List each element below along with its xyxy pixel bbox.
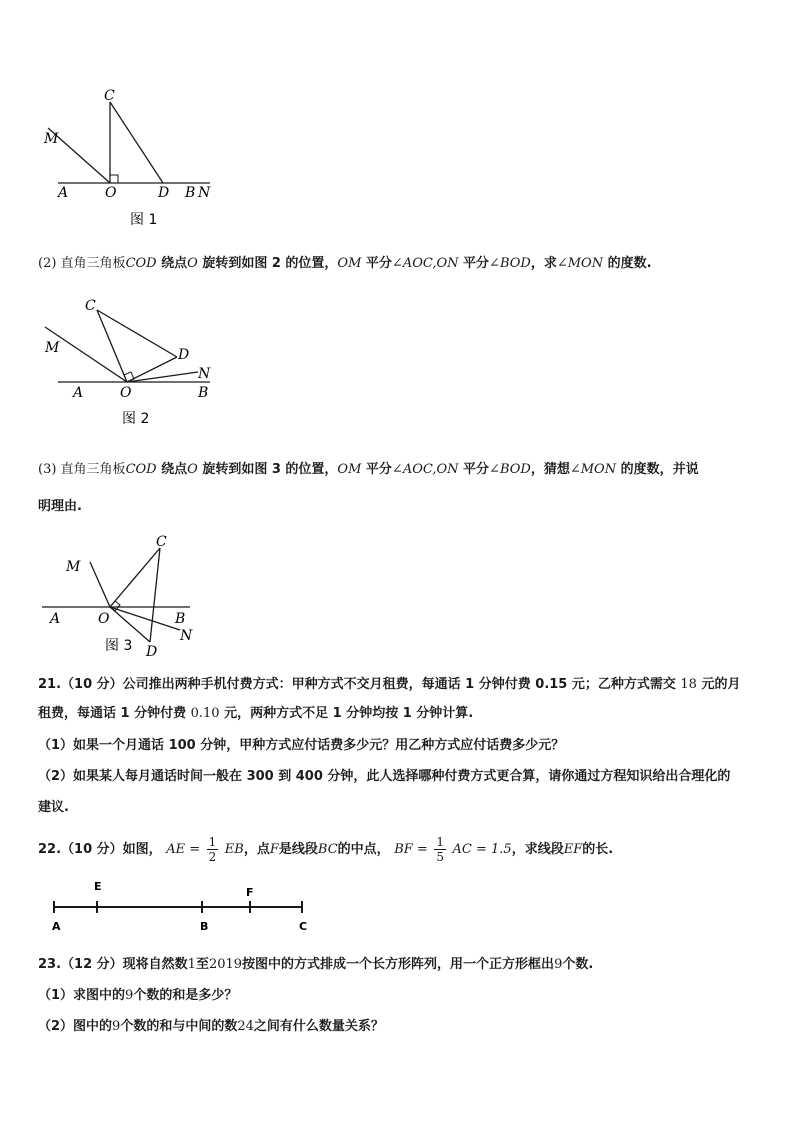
fig3-caption: 图 3 <box>105 638 133 654</box>
q23-sub2: （2）图中的9个数的和与中间的数24之间有什么数量关系？ <box>38 1019 384 1034</box>
fig2-label-a: A <box>73 385 84 401</box>
fig1-label-m: M <box>44 131 59 147</box>
q22-text: 22.（10 分）如图， AE = $\frac{1}{2}$ EB，点F是线段BC的中点， BF = $\frac{1}{5}$ AC = 1.5，求线段EF的长. <box>38 835 614 864</box>
segment-label-e: E <box>94 880 102 893</box>
fig1-label-a: A <box>58 185 69 201</box>
segment-label-b: B <box>200 920 209 933</box>
fig3-label-c: C <box>156 534 167 550</box>
part2-text: (2) 直角三角板COD 绕点O 旋转到如图 2 的位置，OM 平分∠AOC,ON 平分∠BOD，求∠MON 的度数. <box>38 256 652 271</box>
q22-fraction-2: $\frac{1}{5}$ <box>436 835 444 864</box>
segment-diagram <box>40 872 330 942</box>
part3-text: (3) 直角三角板COD 绕点O 旋转到如图 3 的位置，OM 平分∠AOC,ON 平分∠BOD，猜想∠MON 的度数，并说 <box>38 462 699 477</box>
fig1-label-d: D <box>158 185 170 201</box>
fig2-label-n: N <box>198 366 211 382</box>
q21-sub2-line2: 建议. <box>38 800 69 815</box>
fig3-label-o: O <box>98 611 110 627</box>
fig2-label-c: C <box>85 298 96 314</box>
figure-2 <box>30 292 230 432</box>
fig3-label-b: B <box>175 611 186 627</box>
fig1-label-o: O <box>105 185 117 201</box>
segment-label-f: F <box>246 886 254 899</box>
q23-sub1: （1）求图中的9个数的和是多少？ <box>38 988 238 1003</box>
fig1-caption: 图 1 <box>130 212 158 228</box>
fig2-label-o: O <box>120 385 132 401</box>
fig2-label-m: M <box>45 340 60 356</box>
figure-1 <box>30 80 230 240</box>
q22-fraction-1: $\frac{1}{2}$ <box>208 835 217 864</box>
q21-sub1: （1）如果一个月通话 100 分钟，甲种方式应付话费多少元？用乙种方式应付话费多少元？ <box>38 738 565 753</box>
fig3-label-d: D <box>146 644 158 660</box>
fig1-label-b: B <box>185 185 196 201</box>
figure-3 <box>30 530 230 665</box>
part3-text-line2: 明理由. <box>38 499 82 514</box>
fig2-label-d: D <box>178 347 190 363</box>
q21-line1: 21.（10 分）公司推出两种手机付费方式：甲种方式不交月租费，每通话 1 分钟付费 0.15 元；乙种方式需交 18 元的月 <box>38 677 741 692</box>
fig2-label-b: B <box>198 385 209 401</box>
segment-label-c: C <box>299 920 308 933</box>
fig3-label-n: N <box>180 628 193 644</box>
fig1-label-c: C <box>104 88 115 104</box>
fig3-label-a: A <box>50 611 61 627</box>
fig1-label-n: N <box>198 185 211 201</box>
segment-label-a: A <box>52 920 61 933</box>
fig3-label-m: M <box>66 559 81 575</box>
q23-line1: 23.（12 分）现将自然数1至2019按图中的方式排成一个长方形阵列，用一个正方形框出9个数. <box>38 957 594 972</box>
q21-line2: 租费，每通话 1 分钟付费 0.10 元，两种方式不足 1 分钟均按 1 分钟计算. <box>38 706 474 721</box>
fig2-caption: 图 2 <box>122 411 150 427</box>
q21-sub2-line1: （2）如果某人每月通话时间一般在 300 到 400 分钟，此人选择哪种付费方式更合算，请你通过方程知识给出合理化的 <box>38 769 731 784</box>
